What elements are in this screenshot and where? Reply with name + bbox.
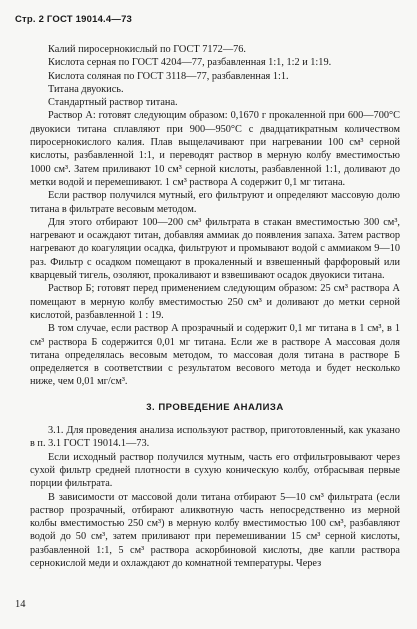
page-number: 14 — [15, 599, 26, 610]
section-title: 3. ПРОВЕДЕНИЕ АНАЛИЗА — [146, 401, 284, 413]
paragraph: Раствор А: готовят следующим образом: 0,1670 г прокаленной при 600—700°С двуокиси титана сплавляют при 900—950°С с двадцатикратным количеством пиросернокислого калия. Плав выщелачивают при нагревании 100 см³ серной кислоты, разбавленной 1:1, и переводят раствор в мерную колбу вместимостью 1000 см³. Затем приливают 10 см³ серной кислоты, разбавленной 1:1, доливают до метки водой и перемешивают. 1 см³ раствора А содержит 0,1 мг титана. — [30, 110, 400, 188]
reagent-line: Кислота серная по ГОСТ 4204—77, разбавленная 1:1, 1:2 и 1:19. — [48, 57, 332, 69]
reagent-line: Стандартный раствор титана. — [48, 97, 178, 109]
paragraph: Если исходный раствор получился мутным, часть его отфильтровывают через сухой фильтр средней плотности в сухую коническую колбу, отбрасывая первые порции фильтрата. — [30, 451, 400, 490]
paragraph: Раствор Б; готовят перед применением следующим образом: 25 см³ раствора А помещают в мерную колбу вместимостью 250 см³ и доливают до метки серной кислотой, разбавленной 1 : 19. — [30, 283, 400, 321]
paragraph: В том случае, если раствор А прозрачный и содержит 0,1 мг титана в 1 см³, в 1 см³ раствора Б содержится 0,01 мг титана. Если же в растворе А массовая доля титана определялась весовым методом, то массовая доля титана в растворе Б определяется в соответствии с результатом весового метода и будет несколько ниже, чем 0,01 мг/см³. — [30, 323, 400, 388]
reagent-line: Калий пиросернокислый по ГОСТ 7172—76. — [48, 44, 246, 55]
paragraph: Если раствор получился мутный, его фильтруют и определяют массовую долю титана в фильтрате весовым методом. — [30, 190, 400, 215]
reagent-line: Титана двуокись. — [48, 83, 124, 95]
paragraph: В зависимости от массовой доли титана отбирают 5—10 см³ фильтрата (если раствор прозрачный, отбирают аликвотную часть непосредственно из мерной колбы вместимостью 250 см³) в мерную колбу вместимостью 100 см³, разбавляют водой до 50 см³, затем приливают при перемешивании 15 см³ серной кислоты, разбавленной 1:1, 5 см³ раствора аскорбиновой кислоты, две капли раствора сернокислой меди и охлаждают до комнатной температуры. Через — [30, 491, 400, 569]
reagent-line: Кислота соляная по ГОСТ 3118—77, разбавленная 1:1. — [48, 70, 289, 82]
document-body — [30, 43, 400, 570]
paragraph: Для этого отбирают 100—200 см³ фильтрата в стакан вместимостью 300 см³, нагревают и осаждают титан, добавляя аммиак до появления запаха. Затем раствор нагревают до коагуляции осадка, фильтруют и промывают водой с аммиаком 9—10 раз. Фильтр с осадком помещают в прокаленный и взвешенный фарфоровый или кварцевый тигель, озоляют, прокаливают и взвешивают осадок двуокиси титана. — [30, 216, 400, 282]
page-header: Стр. 2 ГОСТ 19014.4—73 — [15, 14, 133, 25]
paragraph: 3.1. Для проведения анализа используют раствор, приготовленный, как указано в п. 3.1 ГОСТ 19014.1—73. — [30, 425, 400, 450]
